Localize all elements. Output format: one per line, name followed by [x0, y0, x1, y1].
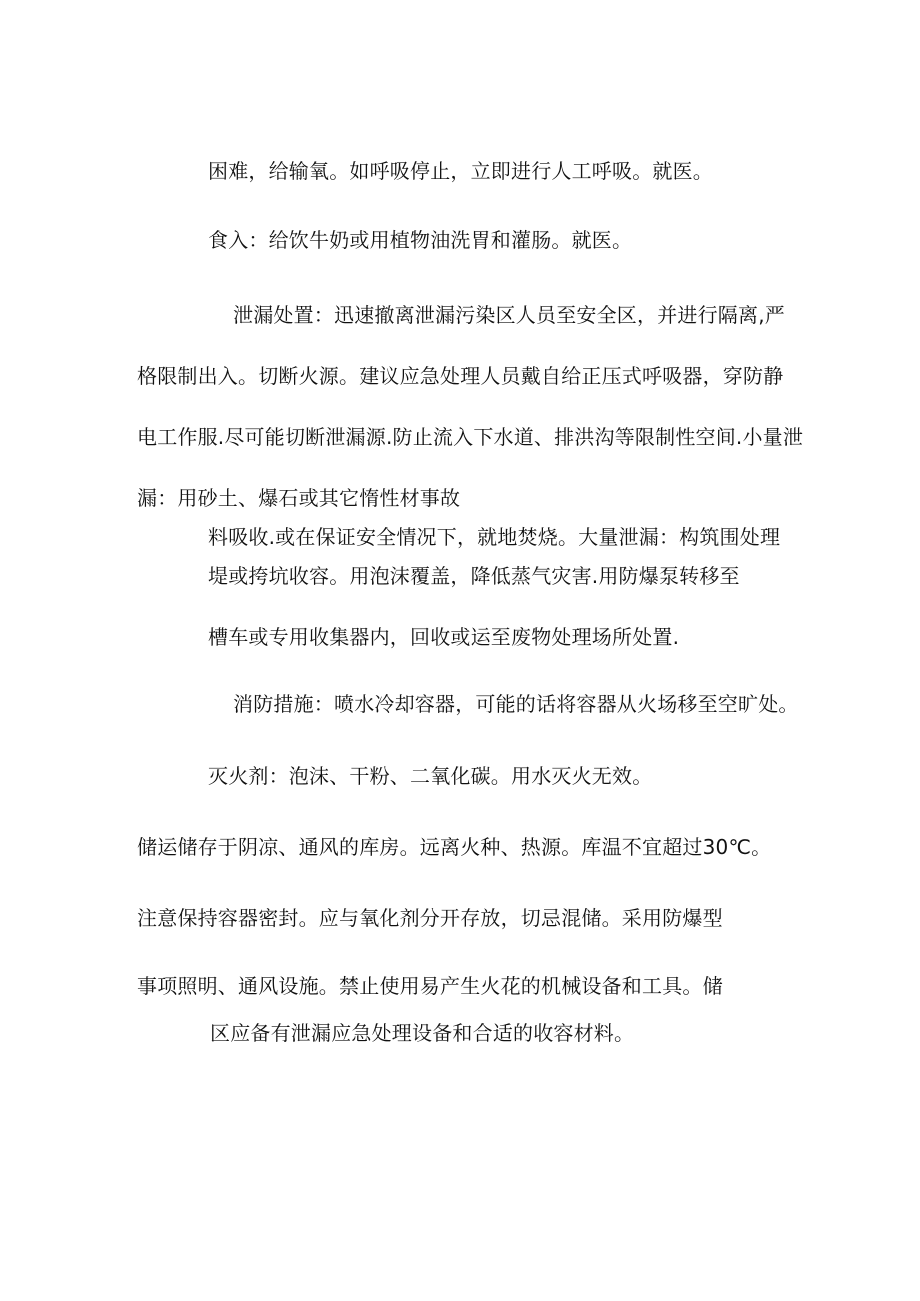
text-line-leak-6: 堤或挎坑收容。用泡沫覆盖，降低蒸气灾害.用防爆泵转移至 [208, 564, 740, 588]
text-line-storage-3: 事项照明、通风设施。禁止使用易产生火花的机械设备和工具。储 [137, 974, 723, 998]
text-line-storage-2: 注意保持容器密封。应与氧化剂分开存放，切忌混储。采用防爆型 [137, 906, 723, 930]
text-line-storage-4: 区应备有泄漏应急处理设备和合适的收容材料。 [210, 1021, 635, 1045]
text-line-leak-5: 料吸收.或在保证安全情况下，就地焚烧。大量泄漏：构筑围处理 [208, 525, 781, 549]
text-line-leak-4: 漏：用砂土、爆石或其它惰性材事故 [137, 486, 461, 510]
text-line-leak-7: 槽车或专用收集器内，回收或运至废物处理场所处置. [208, 625, 680, 649]
text-line-leak-3: 电工作服.尽可能切断泄漏源.防止流入下水道、排洪沟等限制性空间.小量泄 [137, 425, 804, 449]
text-line-leak-heading: 泄漏处置：迅速撤离泄漏污染区人员至安全区，并进行隔离,严 [233, 303, 785, 327]
text-line-storage-1: 储运储存于阴凉、通风的库房。远离火种、热源。库温不宜超过30℃。 [137, 835, 772, 859]
text-line-extinguishing-agent: 灭火剂：泡沫、干粉、二氧化碳。用水灭火无效。 [208, 764, 653, 788]
text-line-fire-measures: 消防措施：喷水冷却容器，可能的话将容器从火场移至空旷处。 [233, 692, 799, 716]
text-line-ingestion: 食入：给饮牛奶或用植物油洗胃和灌肠。就医。 [208, 228, 633, 252]
text-line-leak-2: 格限制出入。切断火源。建议应急处理人员戴自给正压式呼吸器，穿防静 [137, 364, 784, 388]
text-line-first-aid-breathing: 困难，给输氧。如呼吸停止，立即进行人工呼吸。就医。 [208, 159, 713, 183]
